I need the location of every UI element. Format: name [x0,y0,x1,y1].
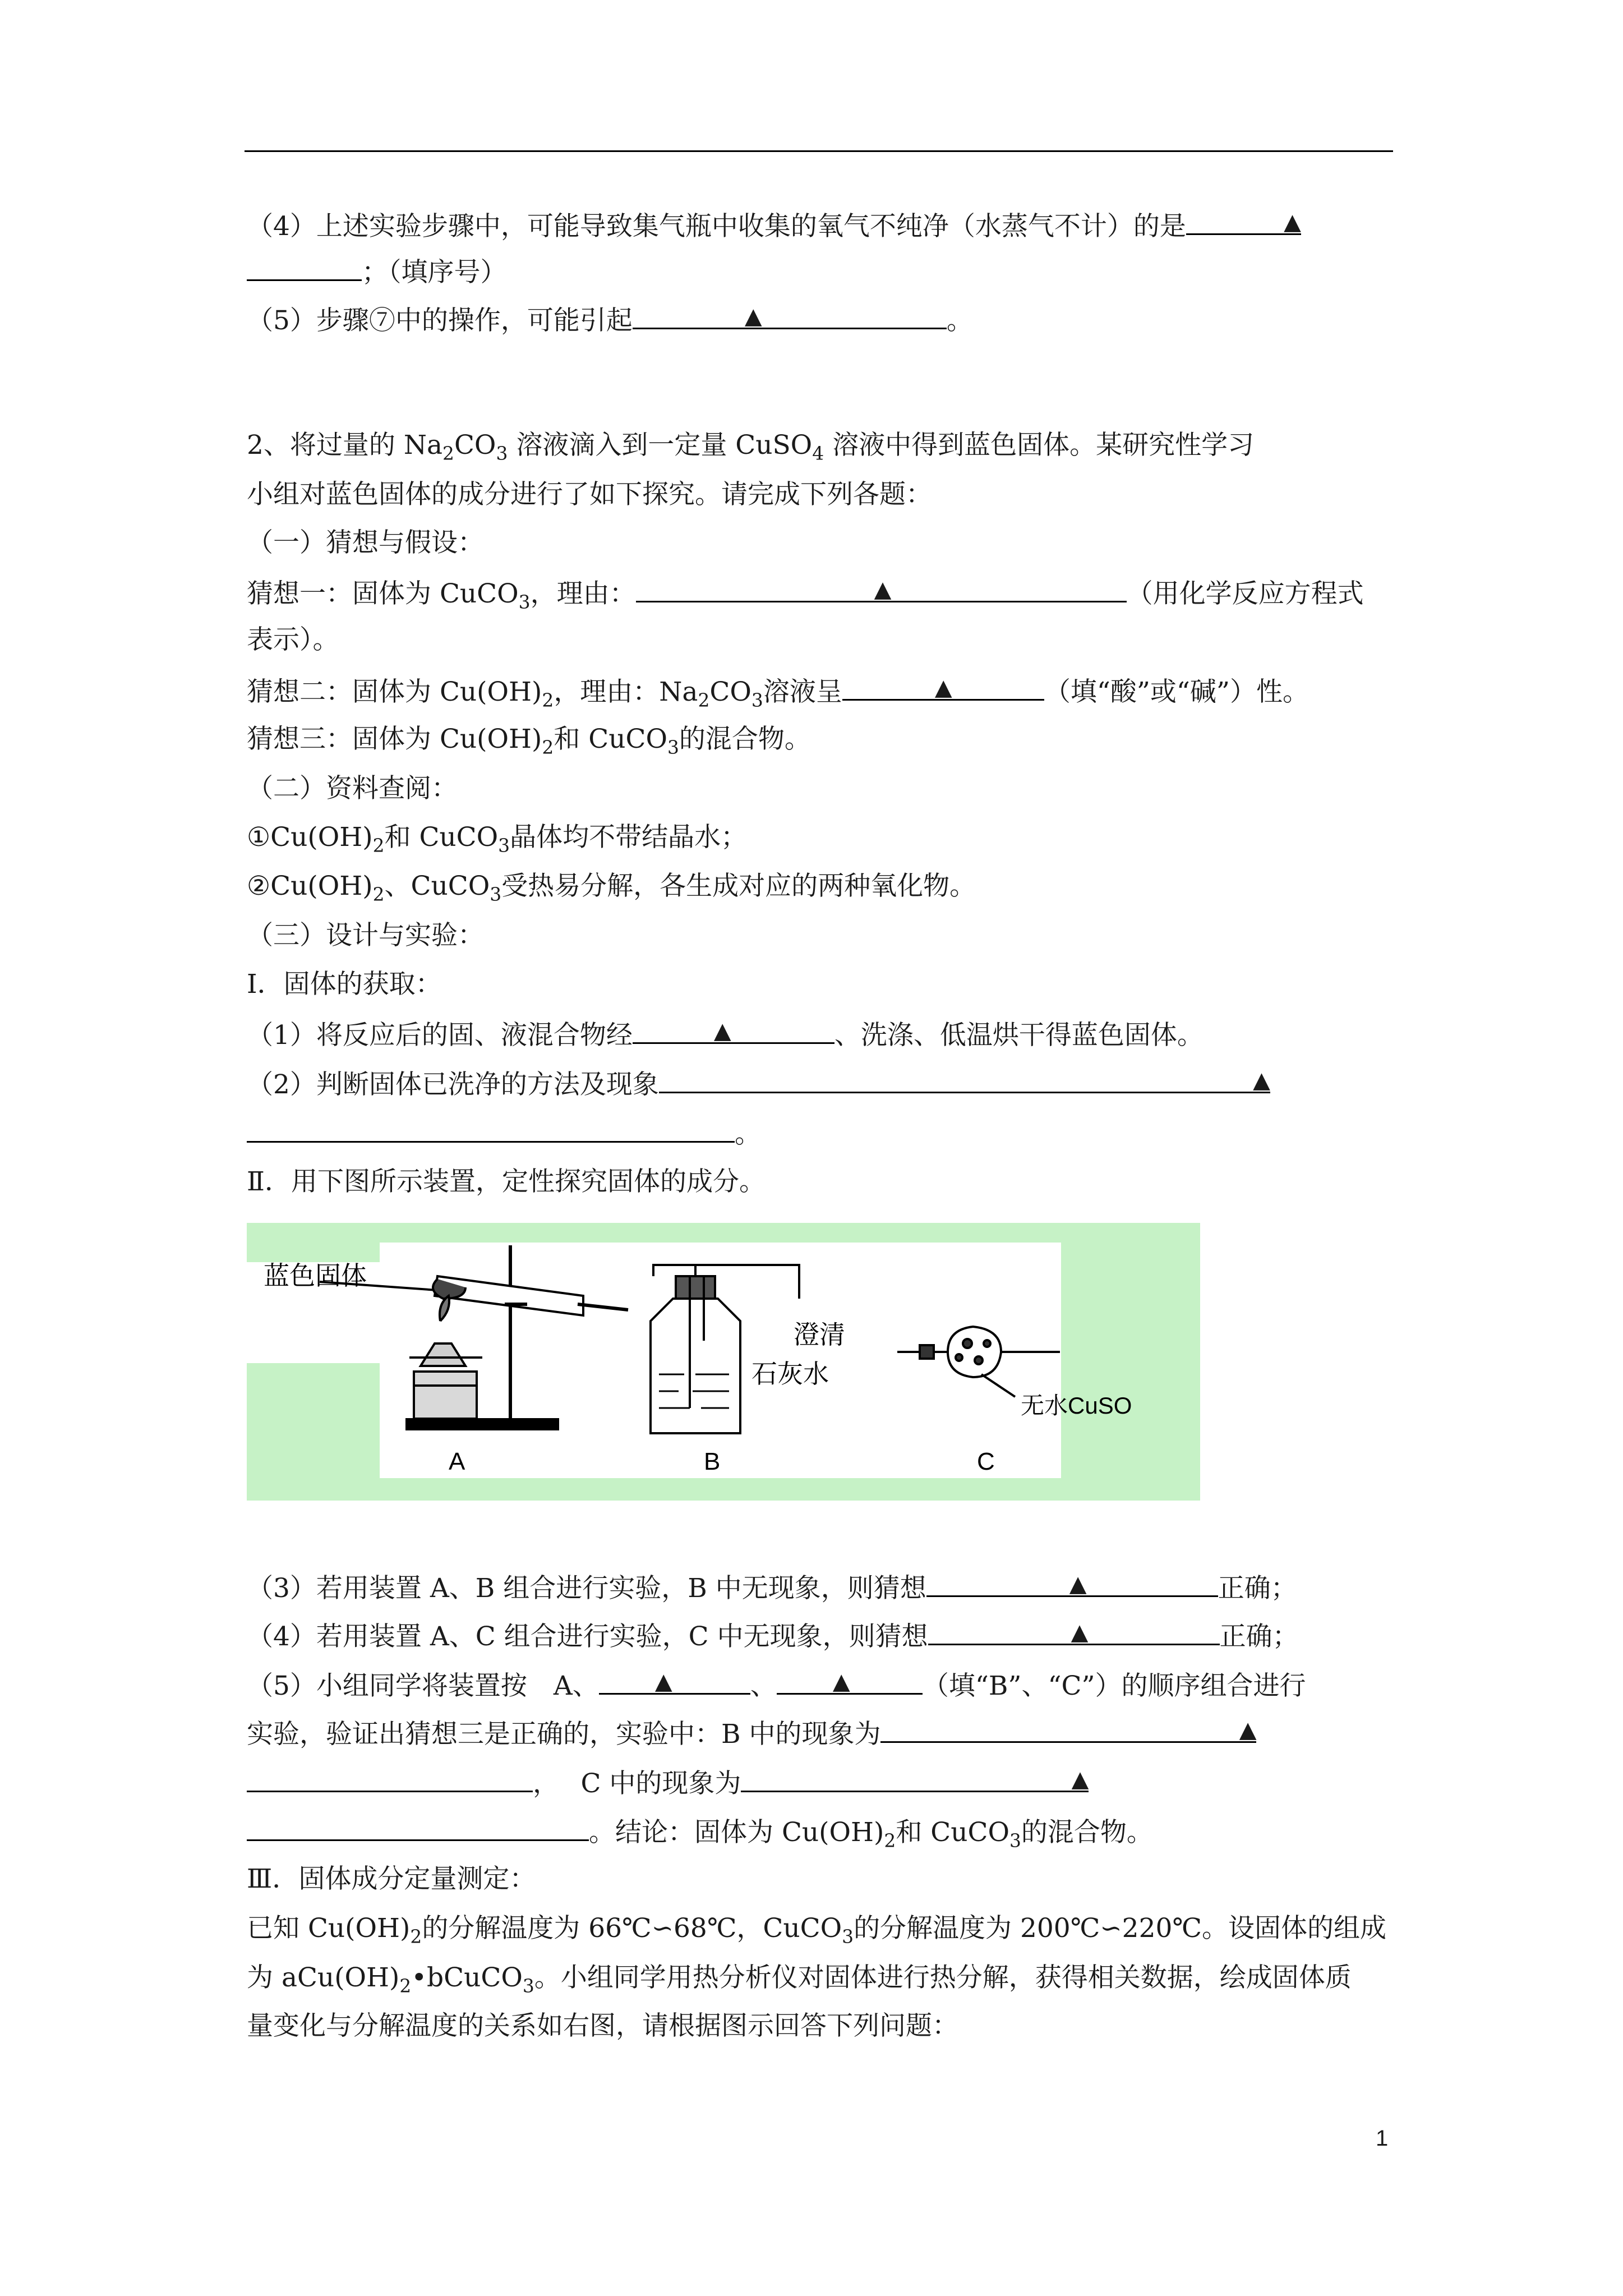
text-line: （1）将反应后的固、液混合物经 ▲ 、洗涤、低温烘干得蓝色固体。 [247,1016,1204,1052]
section-heading: （一）猜想与假设： [247,527,484,558]
svg-text:C: C [977,1448,995,1475]
answer-blank[interactable]: ▲ [880,1715,1256,1743]
text-line: 小组对蓝色固体的成分进行了如下探究。请完成下列各题： [247,479,932,510]
answer-blank[interactable]: ▲ [777,1667,923,1695]
text-line: ， C 中的现象为 ▲ [247,1765,1089,1801]
text-line: 。结论：固体为 $Cu(OH)_2$和 CuCO$_3$的混合物。 [247,1814,1153,1857]
text-line: 量变化与分解温度的关系如右图，请根据图示回答下列问题： [247,2010,958,2041]
answer-blank[interactable]: ▲ [928,1618,1220,1645]
text-line: ；（填序号） [247,254,507,289]
answer-blank[interactable] [247,254,362,281]
answer-blank[interactable]: ▲ [633,1016,834,1044]
apparatus-figure [247,1223,1200,1501]
section-heading: （三）设计与实验： [247,920,484,951]
text-line: 已知 $Cu(OH)_2$的分解温度为 66℃∽68℃，CuCO$_3$的分解温度为 200℃∽220℃。设固体的组成 [247,1913,1386,1948]
answer-blank[interactable]: ▲ [633,302,947,329]
answer-blank[interactable]: ▲ [926,1570,1218,1597]
answer-blank[interactable]: ▲ [599,1667,750,1695]
text-line: $②Cu(OH)_2$、CuCO$_3$受热易分解，各生成对应的两种氧化物。 [247,871,976,905]
answer-blank[interactable] [247,1115,735,1143]
svg-text:A: A [449,1448,465,1475]
text-line: （3）若用装置 A、B 组合进行实验，B 中无现象，则猜想 ▲ 正确； [247,1570,1297,1605]
svg-text:B: B [704,1448,721,1475]
text-line: 为 $aCu(OH)_2•bCuCO_3$。小组同学用热分析仪对固体进行热分解，获得相关数据，绘成固体质 [247,1962,1352,1997]
text-line: （2）判断固体已洗净的方法及现象 ▲ [247,1066,1270,1102]
svg-text:澄清: 澄清 [794,1319,845,1350]
section-heading: Ⅱ．用下图所示装置，定性探究固体的成分。 [247,1166,766,1197]
section-heading: Ⅰ．固体的获取： [247,969,442,1000]
section-heading: Ⅲ．固体成分定量测定： [247,1864,536,1894]
answer-blank[interactable]: ▲ [659,1066,1270,1093]
svg-text:蓝色固体: 蓝色固体 [264,1261,367,1290]
text-line: 实验，验证出猜想三是正确的，实验中：B 中的现象为 ▲ [247,1715,1256,1751]
section-heading: （二）资料查阅： [247,773,458,804]
text-line: 猜想一：固体为 CuCO$_3$，理由： ▲ （用化学反应方程式 [247,575,1364,619]
svg-text:石灰水: 石灰水 [751,1359,829,1389]
answer-blank[interactable]: ▲ [842,673,1044,701]
text-line: 表示）。 [247,624,339,655]
text-line: 猜想三：固体为 $Cu(OH)_2$和 CuCO$_3$的混合物。 [247,724,811,758]
text-line: （5）步骤⑦中的操作，可能引起 ▲ 。 [247,302,973,338]
answer-blank[interactable] [247,1765,533,1792]
text-line: （5）小组同学将装置按 A、 ▲ 、 ▲ （填“B”、“C”）的顺序组合进行 [247,1667,1306,1703]
answer-blank[interactable]: ▲ [636,575,1127,602]
answer-blank[interactable]: ▲ [1186,208,1301,235]
header-rule [245,150,1393,152]
text-line: （4）若用装置 A、C 组合进行实验，C 中无现象，则猜想 ▲ 正确； [247,1618,1299,1654]
text-line: $①Cu(OH)_2$和 CuCO$_3$晶体均不带结晶水； [247,822,748,857]
page-number: 1 [1376,2126,1389,2151]
text-line: 猜想二：固体为 $Cu(OH)_2$，理由：$Na_2CO_3$溶液呈 ▲ （填“酸”或“碱”）性。 [247,673,1309,717]
text-line: 。 [247,1115,761,1151]
svg-text:无水CuSO: 无水CuSO [1021,1392,1132,1419]
text-line: 2、将过量的 $Na_2CO_3$ 溶液滴入到一定量 CuSO$_4$ 溶液中得到蓝色固体。某研究性学习 [247,430,1255,464]
text-line: （4）上述实验步骤中，可能导致集气瓶中收集的氧气不纯净（水蒸气不计）的是 ▲ [247,208,1301,243]
answer-blank[interactable] [247,1814,589,1841]
answer-blank[interactable]: ▲ [741,1765,1089,1792]
